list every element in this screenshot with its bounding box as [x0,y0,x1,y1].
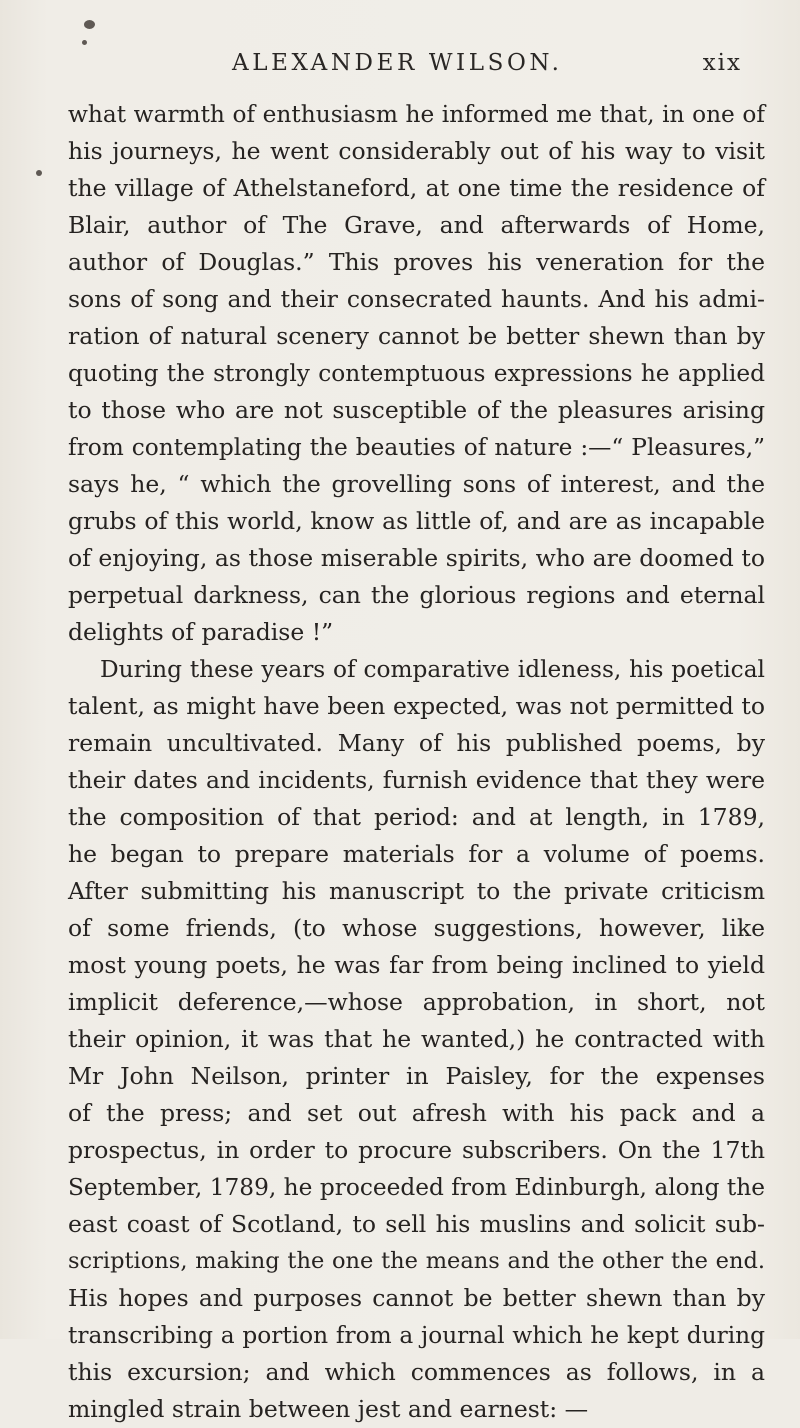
text-line: prospectus, in order to procure subscribers. On the 17th [68,1136,765,1164]
text-line: quoting the strongly contemptuous expressions he applied [68,360,765,387]
text-line: delights of paradise !” [68,618,334,646]
text-line: His hopes and purposes cannot be better shewn than by [68,1284,765,1312]
running-head: ALEXANDER WILSON. [232,50,563,76]
text-line: their opinion, it was that he wanted,) he contracted with [68,1025,765,1053]
text-line: talent, as might have been expected, was not permitted to [68,692,765,720]
text-line: their dates and incidents, furnish evidence that they were [68,766,765,794]
text-line: remain uncultivated. Many of his published poems, by [68,729,765,757]
text-line: east coast of Scotland, to sell his muslins and solicit sub- [68,1210,765,1238]
page-number: xix [702,50,742,76]
text-line: from contemplating the beauties of nature :—“ Pleasures,” [68,434,765,461]
text-line: he began to prepare materials for a volume of poems. [68,840,765,868]
text-line: of the press; and set out afresh with his pack and a [68,1099,765,1127]
text-line: the village of Athelstaneford, at one time the residence of [68,174,765,202]
ink-blot-mark [36,170,42,176]
text-line: of some friends, (to whose suggestions, however, like [68,914,765,942]
text-line: sons of song and their consecrated haunts. And his admi- [68,285,765,313]
ink-blot-mark [84,20,95,29]
text-line: implicit deference,—whose approbation, in short, not [68,988,765,1016]
text-line: ration of natural scenery cannot be better shewn than by [68,322,765,350]
text-line: mingled strain between jest and earnest: — [68,1395,589,1423]
text-line: Mr John Neilson, printer in Paisley, for the expenses [68,1062,765,1090]
body-text [68,96,765,1428]
text-line: says he, “ which the grovelling sons of interest, and the [68,470,765,498]
text-line: what warmth of enthusiasm he informed me that, in one of [68,101,765,128]
text-line: scriptions, making the one the means and the other the end. [68,1248,765,1274]
text-line: September, 1789, he proceeded from Edinburgh, along the [68,1174,765,1201]
text-line: to those who are not susceptible of the pleasures arising [68,396,765,424]
text-line: grubs of this world, know as little of, and are as incapable [68,507,765,535]
text-line: his journeys, he went considerably out of his way to visit [68,137,765,165]
text-line: perpetual darkness, can the glorious regions and eternal [68,581,765,609]
text-line: transcribing a portion from a journal which he kept during [68,1322,765,1349]
text-line: Blair, author of The Grave, and afterwards of Home, [68,211,765,239]
text-line: author of Douglas.” This proves his veneration for the [68,248,765,276]
text-line: most young poets, he was far from being inclined to yield [68,951,765,979]
text-line: this excursion; and which commences as follows, in a [68,1358,765,1386]
ink-blot-mark [82,40,87,45]
text-line: After submitting his manuscript to the private criticism [68,877,765,905]
text-line: of enjoying, as those miserable spirits, who are doomed to [68,544,765,572]
text-line: During these years of comparative idleness, his poetical [100,656,765,683]
page-header [0,46,800,82]
text-line: the composition of that period: and at length, in 1789, [68,803,765,831]
